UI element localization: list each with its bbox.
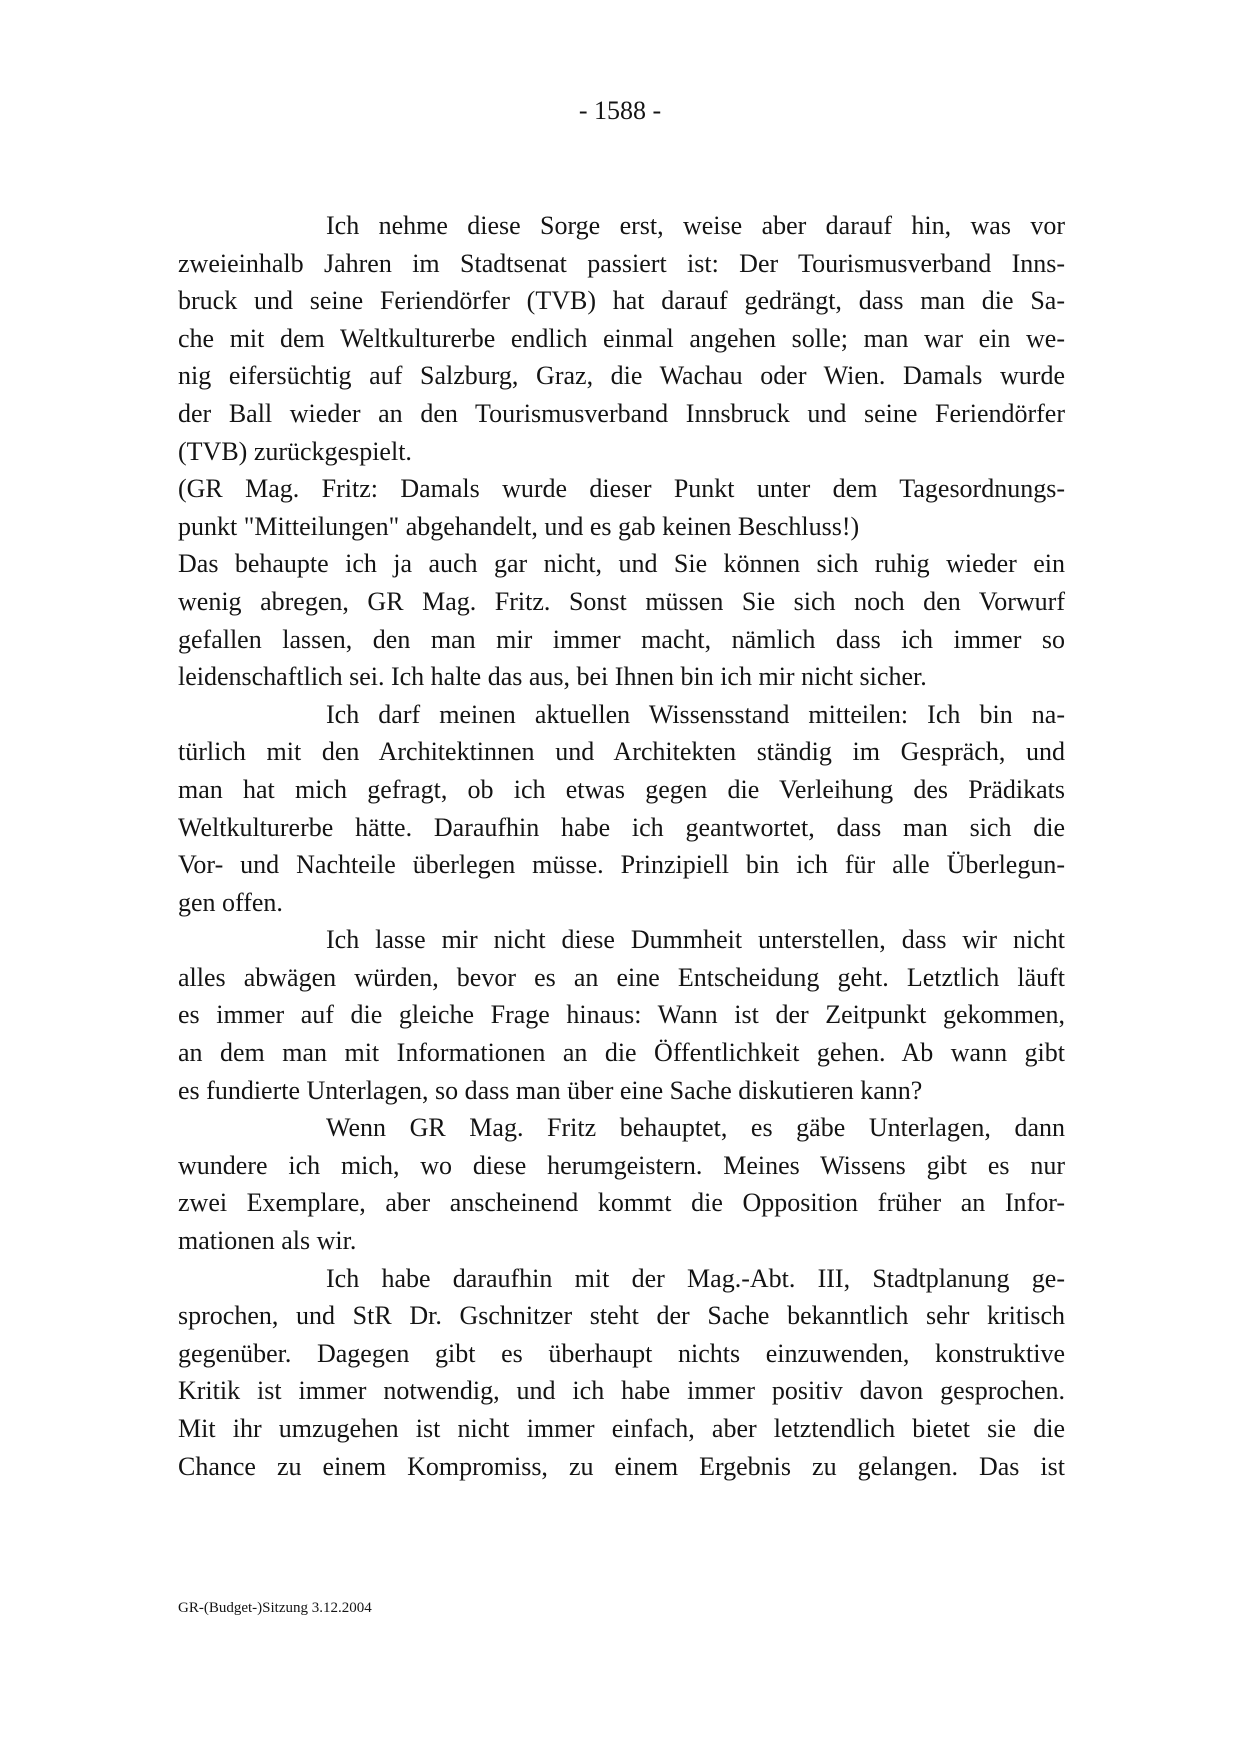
page-number: - 1588 - bbox=[578, 96, 662, 125]
text-line: (TVB) zurückgespielt. bbox=[178, 436, 412, 466]
text-line: Wenn GR Mag. Fritz behauptet, es gäbe Unterlagen, dann bbox=[326, 1113, 1065, 1143]
text-line: gefallen lassen, den man mir immer macht, nämlich dass ich immer so bbox=[178, 624, 1065, 654]
text-line: zwei Exemplare, aber anscheinend kommt die Opposition früher an Infor- bbox=[178, 1188, 1065, 1218]
text-line: Ich habe daraufhin mit der Mag.-Abt. III, Stadtplanung ge- bbox=[326, 1263, 1065, 1293]
paragraph bbox=[178, 1109, 1065, 1259]
text-line: che mit dem Weltkulturerbe endlich einmal angehen solle; man war ein we- bbox=[178, 323, 1065, 353]
text-line: gen offen. bbox=[178, 887, 283, 917]
text-line: Kritik ist immer notwendig, und ich habe immer positiv davon gesprochen. bbox=[178, 1376, 1065, 1406]
text-line: leidenschaftlich sei. Ich halte das aus, bei Ihnen bin ich mir nicht sicher. bbox=[178, 662, 927, 692]
paragraph bbox=[178, 696, 1065, 922]
text-line: es immer auf die gleiche Frage hinaus: Wann ist der Zeitpunkt gekommen, bbox=[178, 1000, 1065, 1030]
text-line: nig eifersüchtig auf Salzburg, Graz, die Wachau oder Wien. Damals wurde bbox=[178, 361, 1065, 391]
text-line: punkt "Mitteilungen" abgehandelt, und es gab keinen Beschluss!) bbox=[178, 511, 860, 541]
text-line: man hat mich gefragt, ob ich etwas gegen die Verleihung des Prädikats bbox=[178, 774, 1065, 804]
text-line: türlich mit den Architektinnen und Architekten ständig im Gespräch, und bbox=[178, 737, 1065, 767]
paragraph bbox=[178, 921, 1065, 1109]
text-line: Weltkulturerbe hätte. Daraufhin habe ich geantwortet, dass man sich die bbox=[178, 812, 1065, 842]
text-line: (GR Mag. Fritz: Damals wurde dieser Punkt unter dem Tagesordnungs- bbox=[178, 474, 1065, 504]
text-line: sprochen, und StR Dr. Gschnitzer steht der Sache bekanntlich sehr kritisch bbox=[178, 1301, 1065, 1331]
text-line: Ich nehme diese Sorge erst, weise aber darauf hin, was vor bbox=[326, 211, 1065, 240]
text-line: wenig abregen, GR Mag. Fritz. Sonst müssen Sie sich noch den Vorwurf bbox=[178, 586, 1065, 616]
text-line: gegenüber. Dagegen gibt es überhaupt nichts einzuwenden, konstruktive bbox=[178, 1338, 1065, 1368]
paragraph bbox=[178, 1260, 1065, 1486]
paragraph bbox=[178, 207, 1065, 470]
text-line: bruck und seine Feriendörfer (TVB) hat darauf gedrängt, dass man die Sa- bbox=[178, 286, 1065, 316]
body-text bbox=[178, 207, 1065, 1485]
text-line: alles abwägen würden, bevor es an eine Entscheidung geht. Letztlich läuft bbox=[178, 962, 1065, 992]
text-line: es fundierte Unterlagen, so dass man über eine Sache diskutieren kann? bbox=[178, 1075, 923, 1105]
text-line: Ich lasse mir nicht diese Dummheit unterstellen, dass wir nicht bbox=[326, 925, 1065, 955]
text-line: zweieinhalb Jahren im Stadtsenat passiert ist: Der Tourismusverband Inns- bbox=[178, 248, 1065, 278]
text-line: wundere ich mich, wo diese herumgeistern. Meines Wissens gibt es nur bbox=[178, 1150, 1065, 1180]
text-line: mationen als wir. bbox=[178, 1226, 357, 1256]
text-line: der Ball wieder an den Tourismusverband Innsbruck und seine Feriendörfer bbox=[178, 398, 1065, 428]
text-line: Mit ihr umzugehen ist nicht immer einfach, aber letztendlich bietet sie die bbox=[178, 1414, 1065, 1443]
page-footer: GR-(Budget-)Sitzung 3.12.2004 bbox=[178, 1600, 372, 1616]
paragraph bbox=[178, 545, 1065, 695]
text-line: Das behaupte ich ja auch gar nicht, und Sie können sich ruhig wieder ein bbox=[178, 549, 1065, 579]
text-line: an dem man mit Informationen an die Öffentlichkeit gehen. Ab wann gibt bbox=[178, 1038, 1065, 1068]
text-line: Ich darf meinen aktuellen Wissensstand mitteilen: Ich bin na- bbox=[326, 699, 1065, 729]
text-line: Chance zu einem Kompromiss, zu einem Ergebnis zu gelangen. Das ist bbox=[178, 1451, 1065, 1481]
text-line: Vor- und Nachteile überlegen müsse. Prinzipiell bin ich für alle Überlegun- bbox=[178, 850, 1065, 880]
interjection bbox=[178, 470, 1065, 545]
